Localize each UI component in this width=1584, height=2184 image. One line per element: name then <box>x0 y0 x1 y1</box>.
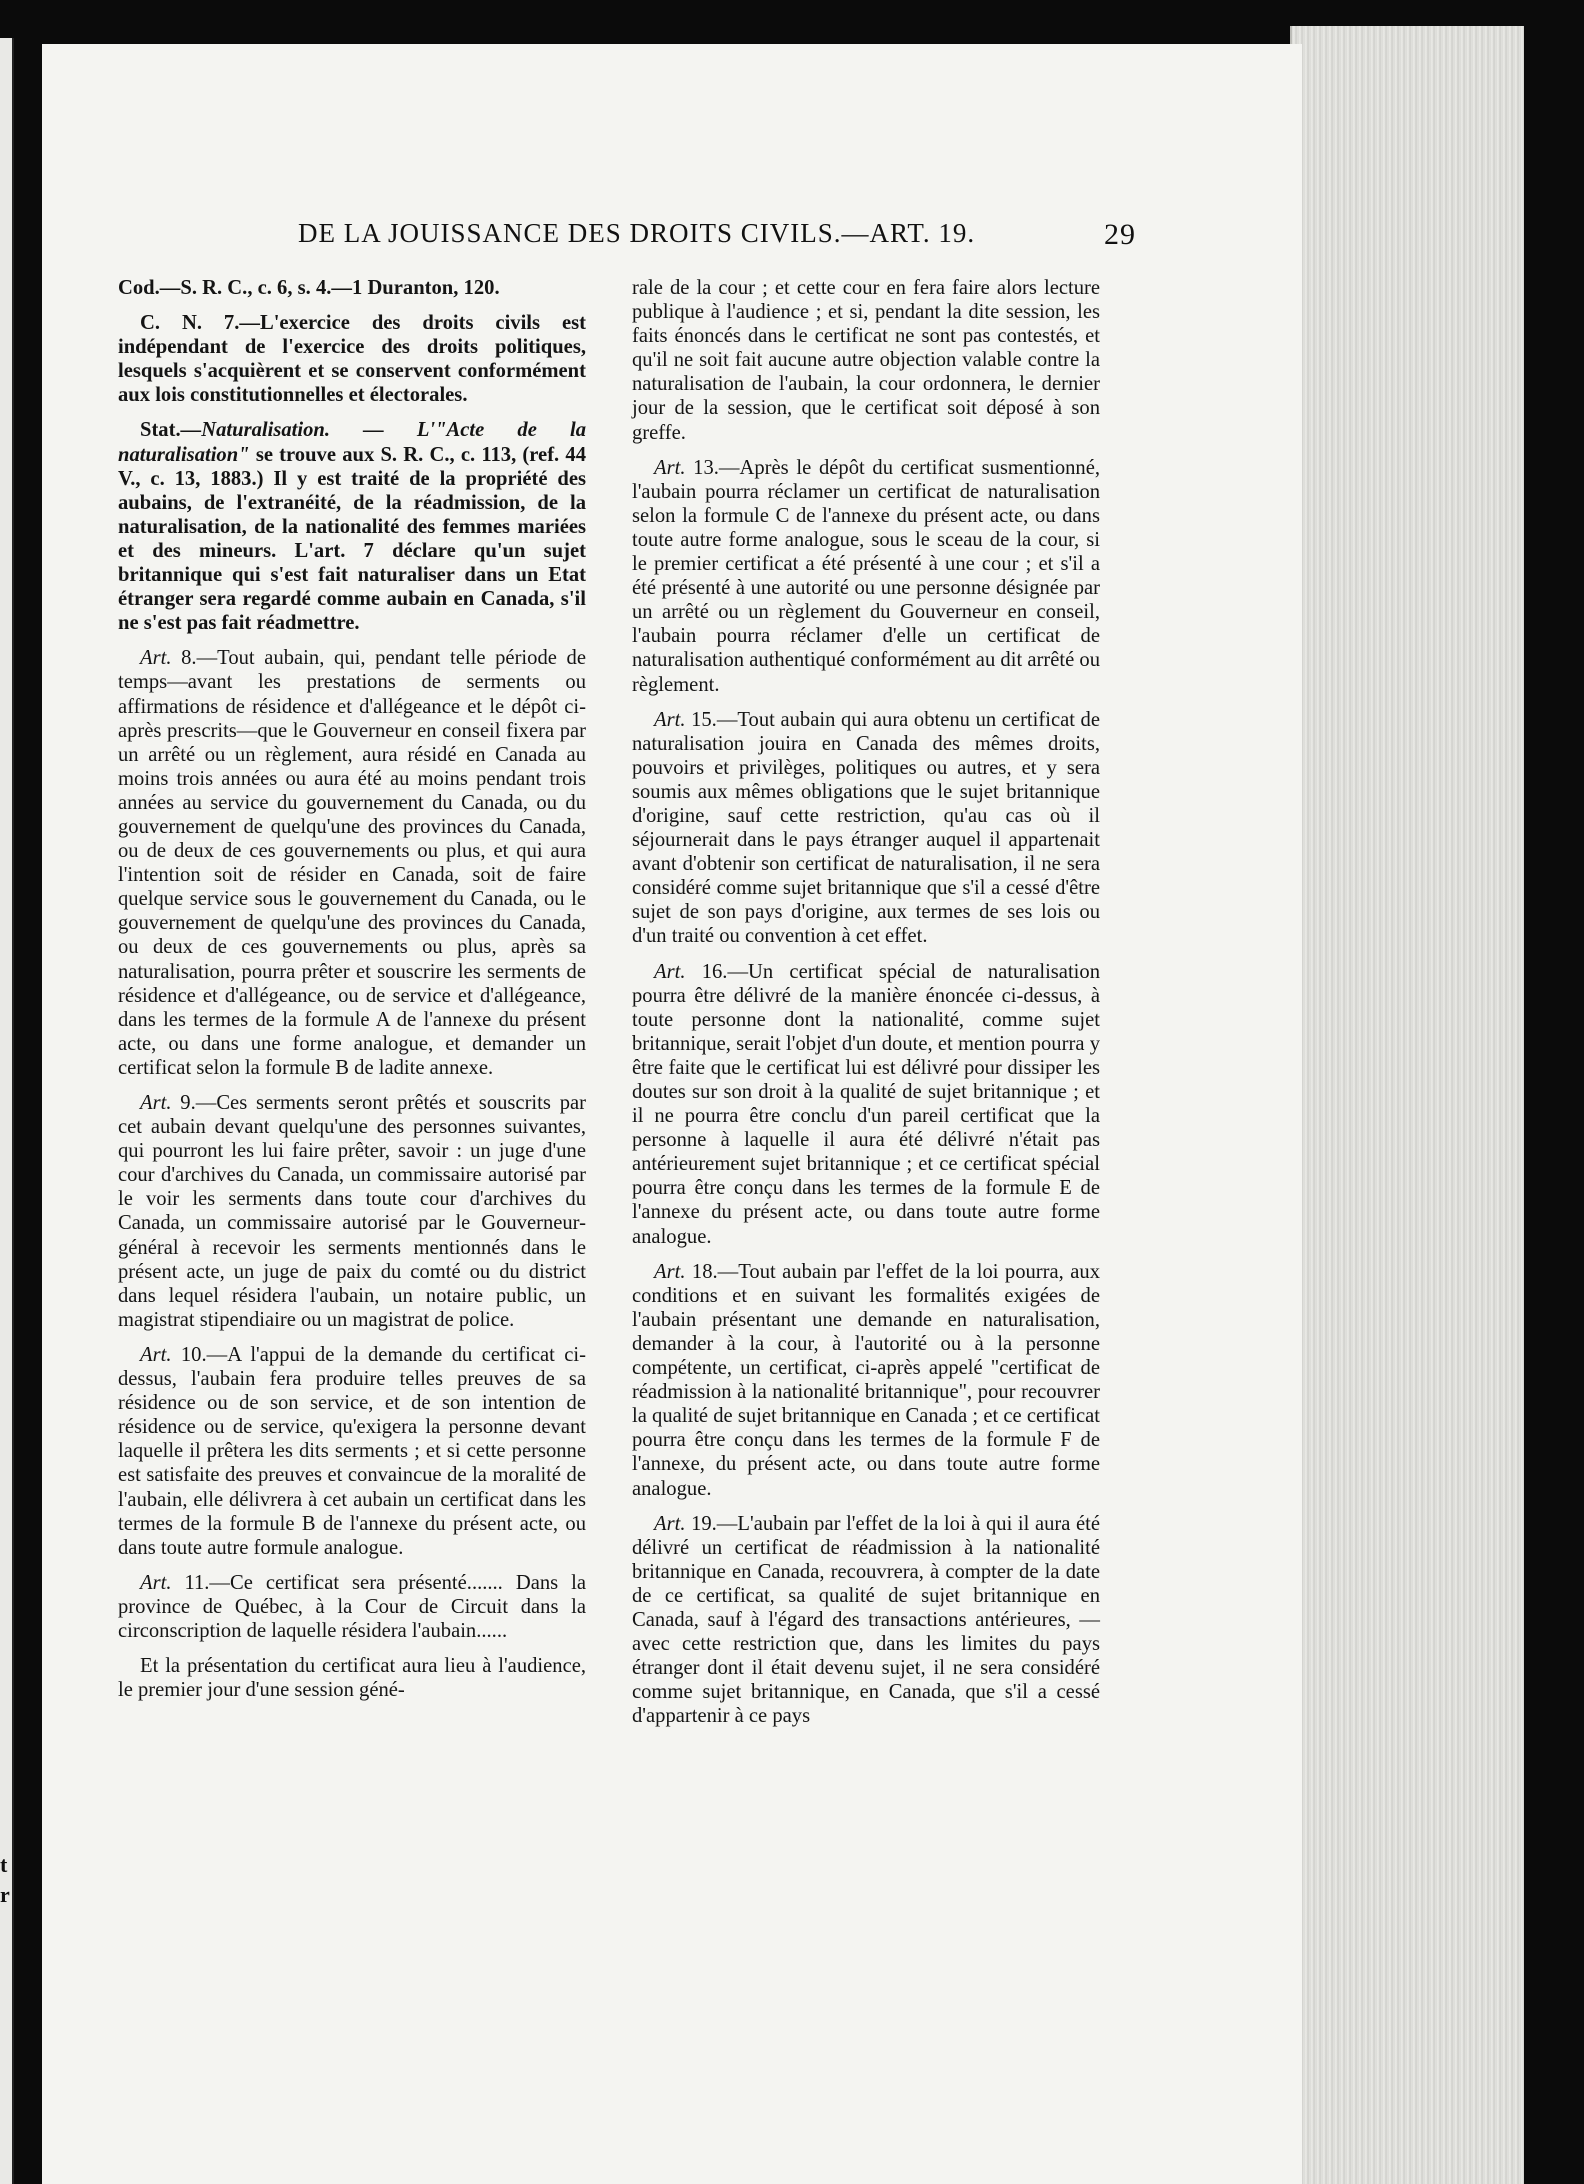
right-column <box>632 276 1100 1739</box>
margin-mark: t <box>0 1852 8 1877</box>
article-15: Art. 15.—Tout aubain qui aura obtenu un certificat de naturalisation jouira en Canada des mêmes droits, pouvoirs et privilèges, politiques ou autres, et y sera soumis aux mêmes obligations que le sujet britannique d'origine, sauf cette restriction, qu'au cas où il séjournerait dans le pays étranger auquel il appartenait avant d'obtenir son certificat de naturalisation, il ne sera considéré comme sujet britannique que s'il a cessé d'être sujet de son pays d'origine, aux termes de ses lois ou d'un traité ou convention à cet effet. <box>632 708 1100 948</box>
article-9: Art. 9.—Ces serments seront prêtés et souscrits par cet aubain devant quelqu'une des personnes suivantes, qui pourront les lui faire prêter, savoir : un juge d'une cour d'archives du Canada, un commissaire autorisé par le voir les serments dans toute cour d'archives du Canada, un commissaire autorisé par le Gouverneur-général à recevoir les serments mentionnés dans le présent acte, un juge de paix du comté ou du district dans lequel résidera l'aubain, un notaire public, un magistrat stipendiaire ou un magistrat de police. <box>118 1092 586 1331</box>
article-10: Art. 10.—A l'appui de la demande du certificat ci-dessus, l'aubain fera produire telles preuves de sa résidence ou de son service, et de son intention de résidence ou de service, qu'exigera la personne devant laquelle il prêtera les dits serments ; et si cette personne est satisfaite des preuves et convaincue de la moralité de l'aubain, elle délivrera à cet aubain un certificat dans les termes de la formule B de l'annexe du présent acte, ou dans toute autre formule analogue. <box>118 1343 586 1559</box>
article-13: Art. 13.—Après le dépôt du certificat susmentionné, l'aubain pourra réclamer un certificat de naturalisation selon la formule C de l'annexe du présent acte, ou dans toute autre forme analogue, sous le sceau de la cour, si le premier certificat a été présenté à une cour ; et s'il a été présenté à une autorité ou une personne désignée par un arrêté ou un règlement du Gouverneur en conseil, l'aubain pourra réclamer d'elle un certificat de naturalisation authentiqué conformément au dit arrêté ou règlement. <box>632 456 1100 696</box>
page-number: 29 <box>1104 218 1136 251</box>
article-8: Art. 8.—Tout aubain, qui, pendant telle période de temps—avant les prestations de serments ou affirmations de résidence et d'allégeance et le dépôt ci-après prescrits—que le Gouverneur en conseil fixera par un arrêté ou un règlement, aura résidé en Canada au moins trois années ou aura été au moins pendant trois années au service du gouvernement du Canada, ou du gouvernement de quelqu'une des provinces du Canada, ou de deux de ces gouvernements ou plus, et qui aura l'intention soit de résider en Canada, soit de faire quelque service sous le gouvernement du Canada, ou le gouvernement de quelqu'une des provinces du Canada, ou deux de ces gouvernements ou plus, après sa naturalisation, pourra prêter et souscrire les serments de résidence et d'allégeance, ou de service et d'allégeance, dans les termes de la formule A de l'annexe du présent acte, ou dans une forme analogue, et demander un certificat selon la formule B de ladite annexe. <box>118 647 586 1079</box>
article-18: Art. 18.—Tout aubain par l'effet de la loi pourra, aux conditions et en suivant les formalités exigées de l'aubain présentant une demande en naturalisation, demander à la cour, à l'autorité ou à la personne compétente, un certificat, ci-après appelé "certificat de réadmission à la nationalité britannique", pour recouvrer la qualité de sujet britannique en Canada ; et ce certificat pourra être conçu dans les termes de la formule F de l'annexe, du présent acte, ou dans toute autre forme analogue. <box>632 1260 1100 1500</box>
paragraph-continued: rale de la cour ; et cette cour en fera faire alors lecture publique à l'audience ; et si, pendant la dite session, les faits énoncés dans le certificat ne sont pas contestés, et qu'il ne soit fait aucune autre objection valable contre la naturalisation de l'aubain, la cour ordonnera, le dernier jour de la session, que le certificat soit déposé à son greffe. <box>632 277 1100 444</box>
article-19: Art. 19.—L'aubain par l'effet de la loi à qui il aura été délivré un certificat de réadmission à la nationalité britannique en Canada, recouvrera, à compter de la date de ce certificat, sa qualité de sujet britannique en Canada, sauf à l'égard des transactions antérieures, — avec cette restriction que, dans les limites du pays étranger dont il était devenu sujet, il ne sera considéré comme sujet britannique, en Canada, que s'il a cessé d'appartenir à ce pays <box>632 1512 1100 1728</box>
running-title: DE LA JOUISSANCE DES DROITS CIVILS.—ART. 19. <box>298 218 976 248</box>
paragraph-cod: Cod.—S. R. C., c. 6, s. 4.—1 Duranton, 120. <box>118 277 500 299</box>
left-column <box>118 276 586 1713</box>
margin-mark: r <box>0 1882 10 1907</box>
paragraph-cn7: C. N. 7.—L'exercice des droits civils est indépendant de l'exercice des droits politiques, lesquels s'acquièrent et se conservent conformément aux lois constitutionnelles et électorales. <box>118 312 586 407</box>
article-16: Art. 16.—Un certificat spécial de naturalisation pourra être délivré de la manière énoncée ci-dessus, à toute personne dont la nationalité, comme sujet britannique, serait l'objet d'un doute, et mention pourra y être faite que le certificat lui est délivré pour dissiper les doutes sur son droit à la qualité de sujet britannique ; et il ne pourra être conclu d'un pareil certificat que la personne à laquelle il aura été délivré n'était pas antérieurement sujet britannique ; et ce certificat spécial pourra être conçu dans les termes de la formule E de l'annexe du présent acte, ou dans toute autre forme analogue. <box>632 960 1100 1248</box>
book-page-stack-edge <box>1290 26 1524 2184</box>
paragraph-presentation: Et la présentation du certificat aura lieu à l'audience, le premier jour d'une session géné- <box>118 1655 586 1702</box>
adjacent-page-marks <box>0 1850 10 1910</box>
page-header <box>298 218 1136 254</box>
paragraph-stat: Stat.—Naturalisation. — L'"Acte de la naturalisation" se trouve aux S. R. C., c. 113, (ref. 44 V., c. 13, 1883.) Il y est traité de la propriété des aubains, de l'extranéité, de la réadmission, de la naturalisation, de la nationalité des femmes mariées et des mineurs. L'art. 7 déclare qu'un sujet britannique qui s'est fait naturaliser dans un Etat étranger sera regardé comme aubain en Canada, s'il ne s'est pas fait réadmettre. <box>118 419 586 635</box>
article-11: Art. 11.—Ce certificat sera présenté....... Dans la province de Québec, à la Cour de Circuit dans la circonscription de laquelle résidera l'aubain...... <box>118 1571 586 1642</box>
